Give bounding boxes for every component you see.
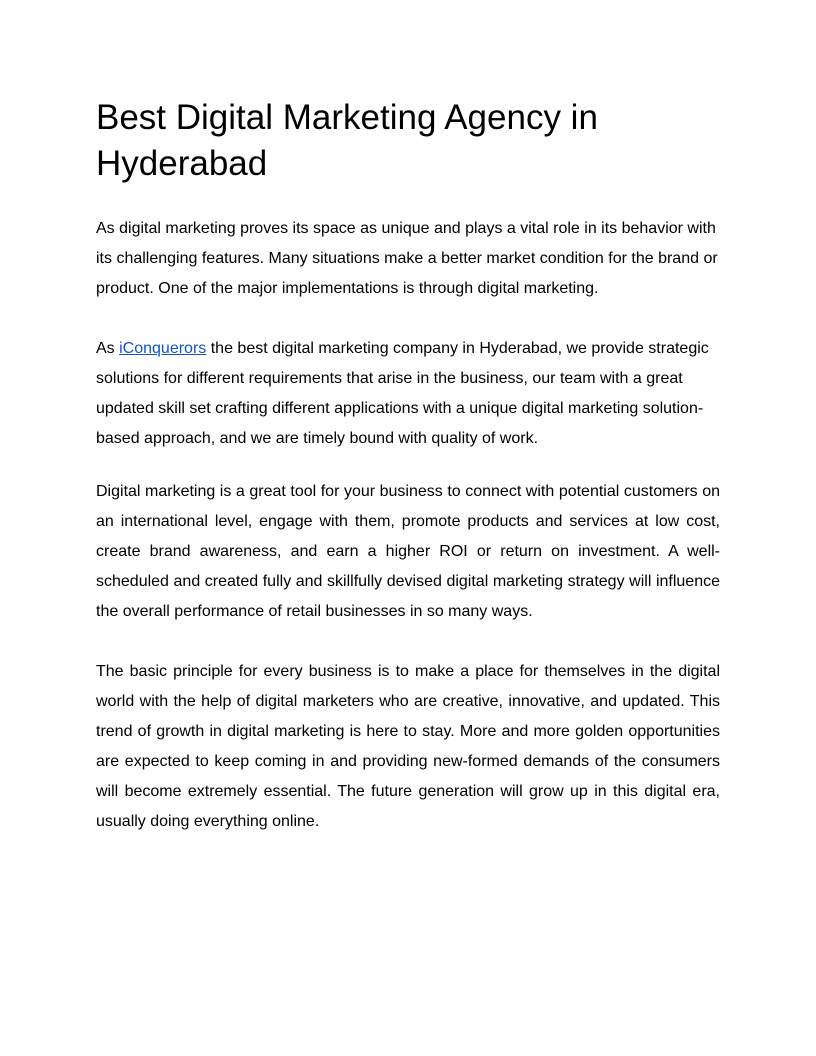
paragraph-company	[96, 334, 720, 454]
paragraph-intro: As digital marketing proves its space as unique and plays a vital role in its behavior with its challenging features. Many situations make a better market condition for the brand or product. One of the major implementations is through digital marketing.	[96, 220, 718, 297]
paragraph-benefits: Digital marketing is a great tool for your business to connect with potential customers on an international level, engage with them, promote products and services at low cost, create brand awareness, and earn a higher ROI or return on investment. A well-scheduled and created fully and skillfully devised digital marketing strategy will influence the overall performance of retail businesses in so many ways.	[96, 483, 720, 620]
paragraph-company-body: the best digital marketing company in Hyderabad, we provide strategic solutions for different requirements that arise in the business, our team with a great updated skill set crafting different applications with a unique digital marketing solution-based approach, and we are timely bound with quality of work.	[96, 340, 709, 447]
document-title: Best Digital Marketing Agency in Hyderabad	[96, 98, 598, 183]
paragraph-company-lead: As	[96, 340, 120, 357]
paragraph-principle: The basic principle for every business is to make a place for themselves in the digital world with the help of digital marketers who are creative, innovative, and updated. This trend of growth in digital marketing is here to stay. More and more golden opportunities are expected to keep coming in and providing new-formed demands of the consumers will become extremely essential. The future generation will grow up in this digital era, usually doing everything online.	[96, 663, 720, 830]
iconquerors-link[interactable]: iConquerors	[119, 340, 207, 357]
